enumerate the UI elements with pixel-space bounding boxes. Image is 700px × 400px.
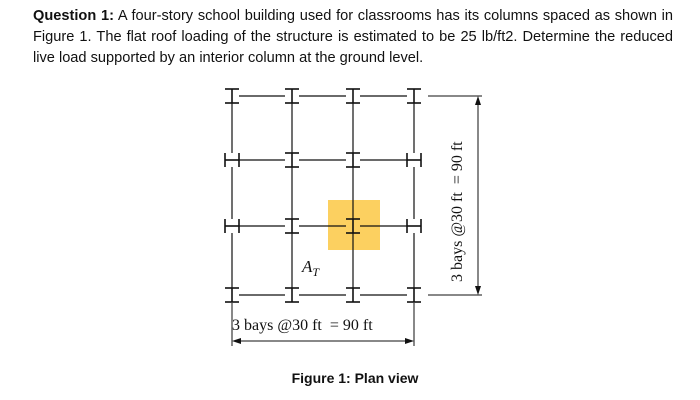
question-body: A four-story school building used for classrooms has its columns spaced as shown in Figure 1. The flat roof loading of the structure is estimated to be 25 lb/ft2. Determine the reduced live load supported by an interior column at the ground level. <box>33 8 674 66</box>
vertical-dimension-label: 3 bays @30 ft = 90 ft <box>449 141 466 282</box>
horizontal-dimension-label: 3 bays @30 ft = 90 ft <box>232 317 373 334</box>
column <box>285 153 299 167</box>
question-label: Question 1: <box>33 8 114 24</box>
column <box>407 288 421 302</box>
figure-caption: Figure 1: Plan view <box>291 370 419 386</box>
column <box>407 219 421 233</box>
column-grid <box>225 89 421 302</box>
column <box>225 288 239 302</box>
column <box>346 89 360 103</box>
column <box>225 219 239 233</box>
beam-grid <box>232 96 414 295</box>
column <box>285 219 299 233</box>
column <box>407 153 421 167</box>
column <box>285 288 299 302</box>
column <box>225 89 239 103</box>
column <box>225 153 239 167</box>
tributary-area-subscript: T <box>312 265 320 279</box>
column <box>346 153 360 167</box>
tributary-area-symbol: A <box>302 257 313 276</box>
column <box>285 89 299 103</box>
column <box>346 288 360 302</box>
tributary-area <box>328 200 380 250</box>
column <box>407 89 421 103</box>
tributary-area-label <box>301 257 320 279</box>
